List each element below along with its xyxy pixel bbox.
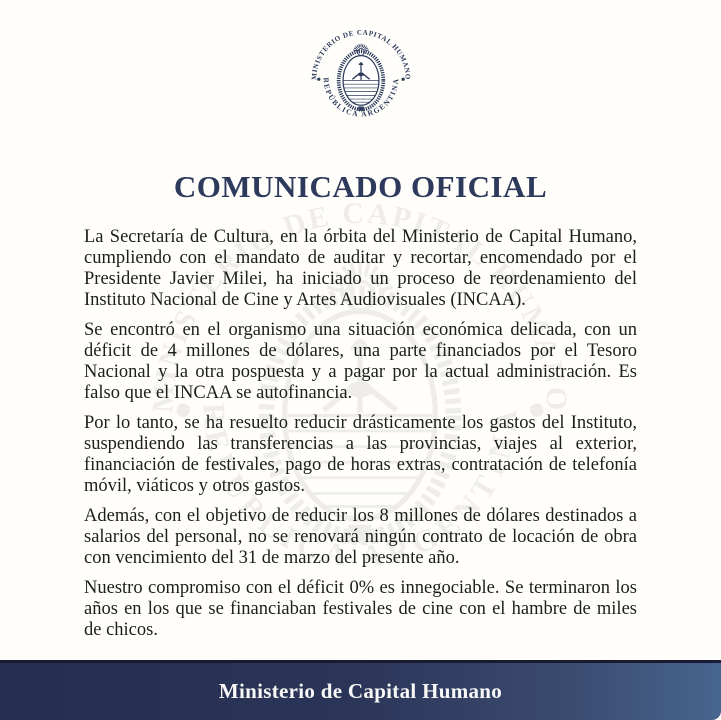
footer-bar [0, 660, 721, 720]
ministry-seal-logo [296, 16, 426, 140]
statement-paragraph: La Secretaría de Cultura, en la órbita del Ministerio de Capital Humano, cumpliendo con el mandato de auditar y recortar, encomendado por el Presidente Javier Milei, ha iniciado un proceso de reordenamiento del Instituto Nacional de Cine y Artes Audiovisuales (INCAA). [84, 227, 637, 310]
footer-ministry-name: Ministerio de Capital Humano [218, 679, 503, 703]
statement-paragraph: Nuestro compromiso con el déficit 0% es innegociable. Se terminaron los años en los que se financiaban festivales de cine con el hambre de miles de chicos. [84, 578, 637, 640]
statement-paragraph: Además, con el objetivo de reducir los 8 millones de dólares destinados a salarios del personal, no se renovará ningún contrato de locación de obra con vencimiento del 31 de marzo del presente año. [84, 506, 637, 568]
statement-paragraph: Se encontró en el organismo una situación económica delicada, con un déficit de 4 millones de dólares, una parte financiados por el Tesoro Nacional y la otra pospuesta y a pagar por la actual administración. Es falso que el INCAA se autofinancia. [84, 320, 637, 403]
statement-body [84, 227, 637, 641]
statement-paragraph: Por lo tanto, se ha resuelto reducir drásticamente los gastos del Instituto, suspendiendo las transferencias a las provincias, viajes al exterior, financiación de festivales, pago de horas extras, contratación de telefonía móvil, viáticos y otros gastos. [84, 413, 637, 496]
page-title: COMUNICADO OFICIAL [173, 169, 548, 204]
seal-container [0, 0, 721, 145]
